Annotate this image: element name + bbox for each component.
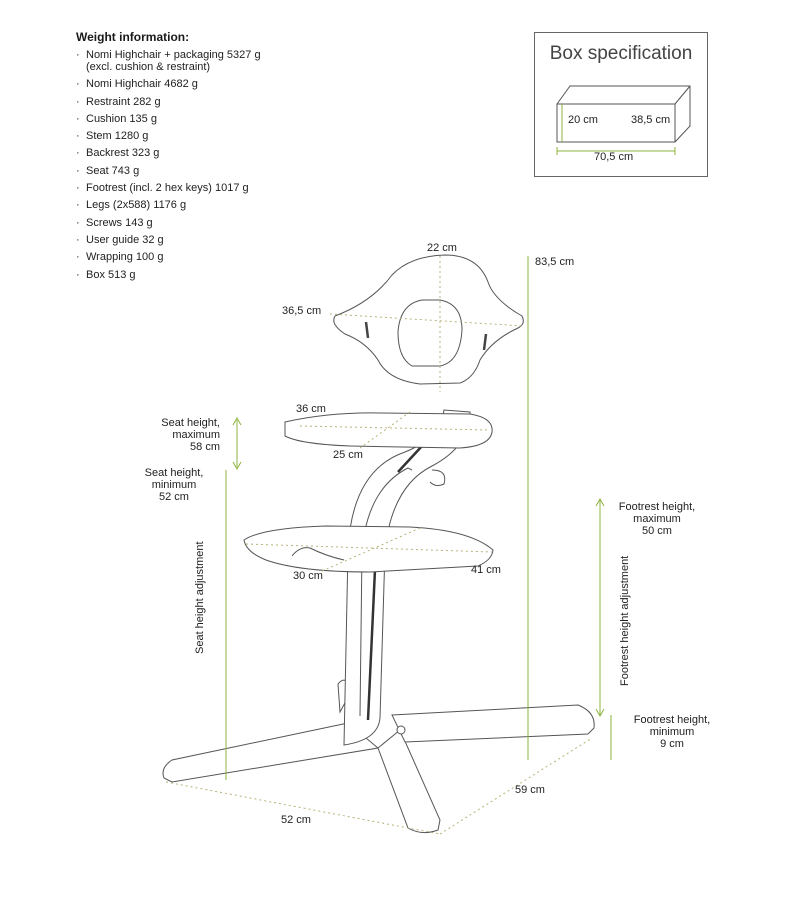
base-width-label: 52 cm	[281, 814, 311, 826]
foot-min-line1: Footrest height,	[633, 714, 711, 726]
seat-depth-label: 25 cm	[333, 449, 363, 461]
weight-item: · User guide 32 g	[76, 232, 261, 249]
seat-min-line3: 52 cm	[159, 491, 189, 503]
box-height-label: 20 cm	[568, 114, 598, 126]
seat-height-max-label	[160, 417, 220, 453]
footrest-height-max-label	[614, 501, 700, 537]
seat-max-line1: Seat height,	[161, 417, 220, 429]
seat-max-line3: 58 cm	[190, 441, 220, 453]
seat-min-line1: Seat height,	[144, 467, 204, 479]
seat-width-label: 36 cm	[296, 403, 326, 415]
footrest-width-label: 30 cm	[293, 570, 323, 582]
foot-max-line3: 50 cm	[642, 525, 672, 537]
weight-item: · Screws 143 g	[76, 215, 261, 232]
weight-item: · Wrapping 100 g	[76, 249, 261, 266]
weight-item: · Cushion 135 g	[76, 111, 261, 128]
chair-seat	[285, 413, 492, 448]
box-spec-title: Box specification	[549, 43, 693, 64]
footrest-height-min-label	[627, 714, 717, 750]
base-depth-label: 59 cm	[515, 784, 545, 796]
seat-min-line2: minimum	[151, 479, 197, 491]
foot-max-line2: maximum	[633, 513, 681, 525]
weight-item: · Restraint 282 g	[76, 94, 261, 111]
seat-max-line2: maximum	[172, 429, 220, 441]
backrest-height-label: 36,5 cm	[282, 305, 322, 317]
seat-height-min-label	[140, 467, 208, 503]
weight-item: · Backrest 323 g	[76, 145, 261, 162]
chair-backrest	[334, 255, 524, 384]
total-height-label: 83,5 cm	[535, 256, 575, 268]
weight-item: · Legs (2x588) 1176 g	[76, 197, 261, 214]
seat-adjustment-axis-label: Seat height adjustment	[194, 541, 206, 654]
foot-min-line3: 9 cm	[660, 738, 684, 750]
footrest-depth-label: 41 cm	[471, 564, 501, 576]
box-length-label: 70,5 cm	[594, 151, 634, 163]
weight-item: · Footrest (incl. 2 hex keys) 1017 g	[76, 180, 261, 197]
weight-item: · Stem 1280 g	[76, 128, 261, 145]
weight-item-label: Nomi Highchair + packaging 5327 g	[86, 49, 261, 61]
weight-info-title: Weight information:	[76, 30, 190, 44]
foot-max-line1: Footrest height,	[618, 501, 696, 513]
chair-footrest	[244, 526, 493, 572]
box-depth-label: 38,5 cm	[631, 114, 671, 126]
weight-item: · Nomi Highchair 4682 g	[76, 76, 261, 93]
weight-item-note: (excl. cushion & restraint)	[86, 61, 211, 74]
foot-min-line2: minimum	[649, 726, 695, 738]
footrest-adjustment-axis-label: Footrest height adjustment	[619, 555, 631, 686]
weight-item: · Seat 743 g	[76, 163, 261, 180]
weight-item: · Box 513 g	[76, 267, 261, 284]
backrest-width-label: 22 cm	[427, 242, 457, 254]
